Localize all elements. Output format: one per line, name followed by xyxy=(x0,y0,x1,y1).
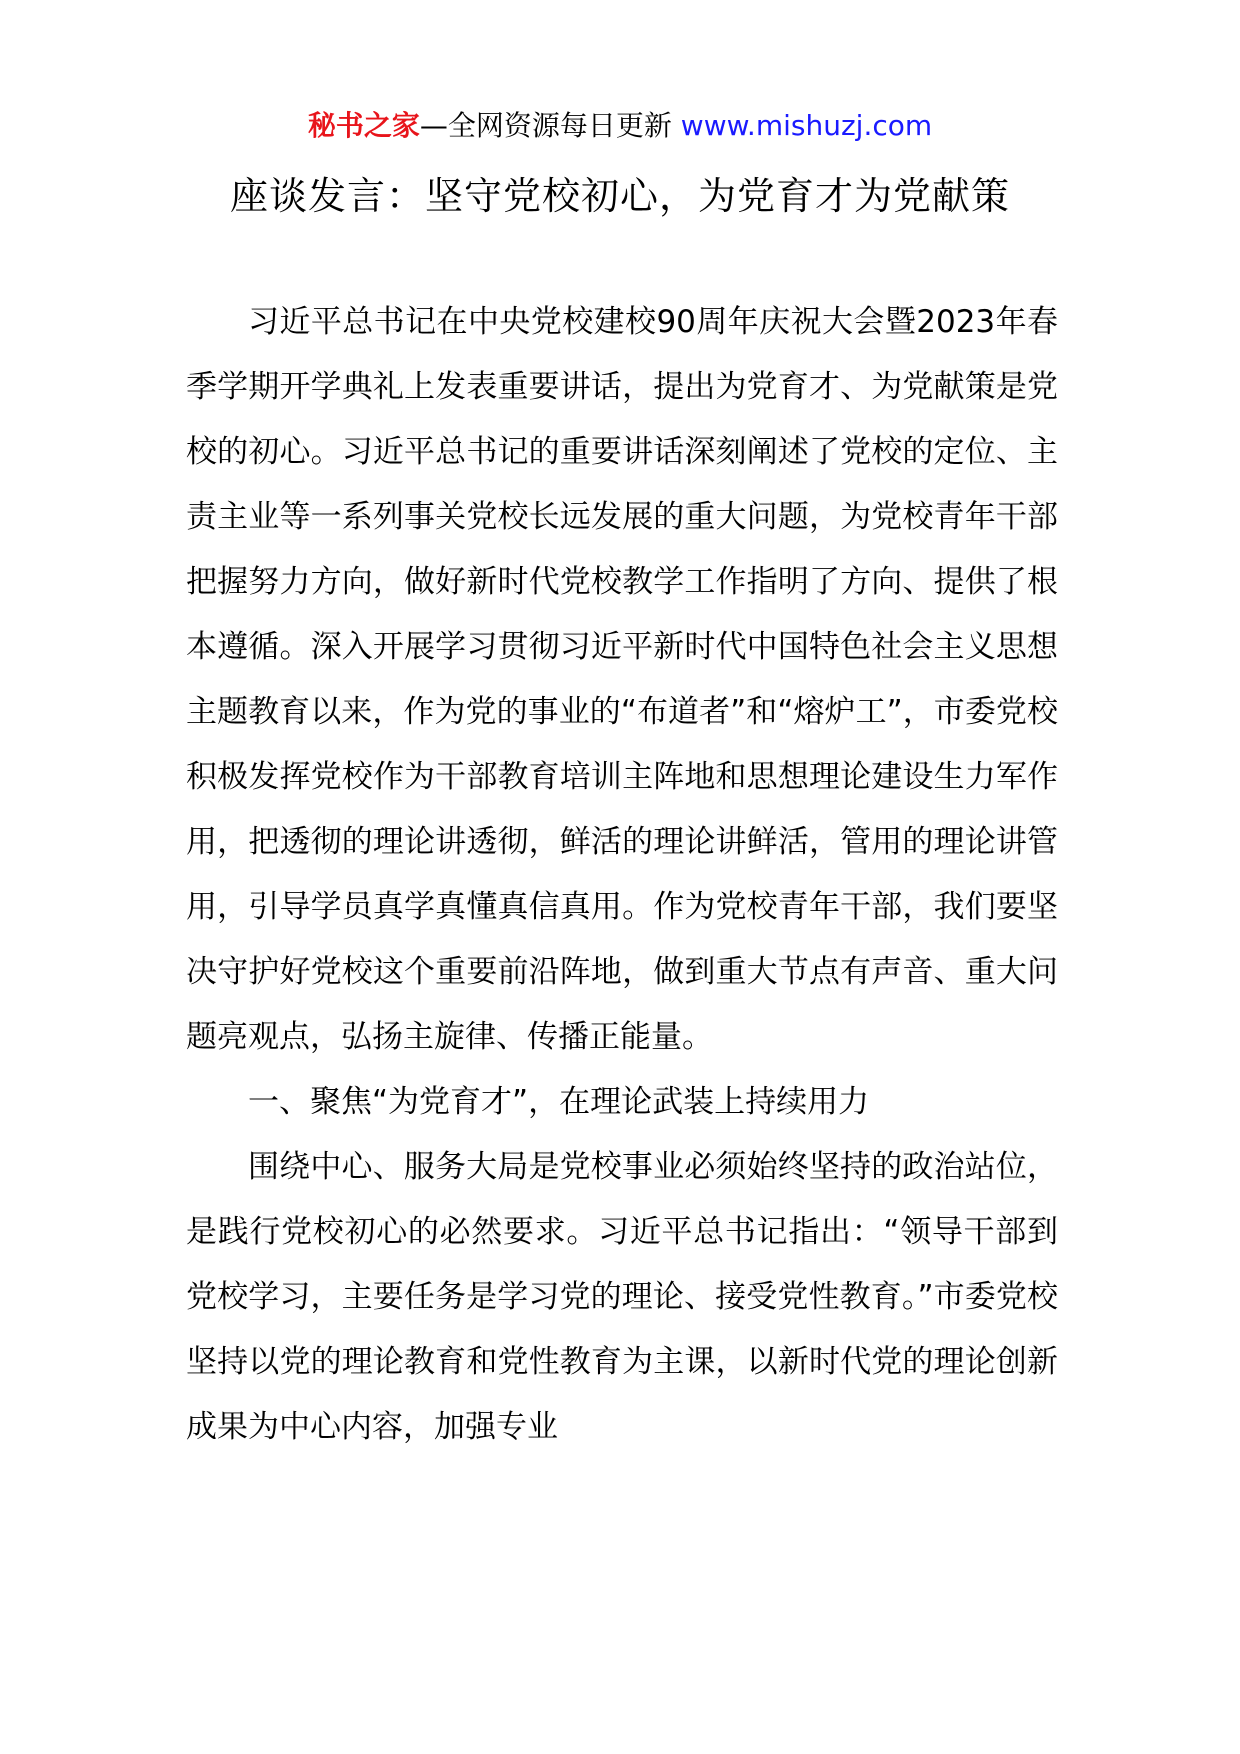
section-1-paragraph: 围绕中心、服务大局是党校事业必须始终坚持的政治站位，是践行党校初心的必然要求。习近平总书记指出：“领导干部到党校学习，主要任务是学习党的理论、接受党性教育。”市委党校坚持以党的理论教育和党性教育为主课，以新时代党的理论创新成果为中心内容，加强专业 xyxy=(186,1149,1058,1445)
intro-paragraph: 习近平总书记在中央党校建校90周年庆祝大会暨2023年春季学期开学典礼上发表重要讲话，提出为党育才、为党献策是党校的初心。习近平总书记的重要讲话深刻阐述了党校的定位、主责主业等一系列事关党校长远发展的重大问题，为党校青年干部把握努力方向，做好新时代党校教学工作指明了方向、提供了根本遵循。深入开展学习贯彻习近平新时代中国特色社会主义思想主题教育以来，作为党的事业的“布道者”和“熔炉工”，市委党校积极发挥党校作为干部教育培训主阵地和思想理论建设生力军作用，把透彻的理论讲透彻，鲜活的理论讲鲜活，管用的理论讲管用，引导学员真学真懂真信真用。作为党校青年干部，我们要坚决守护好党校这个重要前沿阵地，做到重大节点有声音、重大问题亮观点，弘扬主旋律、传播正能量。 xyxy=(186,304,1058,1055)
section-heading-1: 一、聚焦“为党育才”，在理论武装上持续用力 xyxy=(248,1084,870,1120)
site-name: 秘书之家 xyxy=(307,109,420,142)
site-banner xyxy=(0,104,1240,148)
site-url-link[interactable]: www.mishuzj.com xyxy=(680,109,933,142)
site-tagline: —全网资源每日更新 xyxy=(419,109,672,142)
document-title: 座谈发言：坚守党校初心，为党育才为党献策 xyxy=(229,174,1010,218)
document-body xyxy=(186,290,1058,1460)
